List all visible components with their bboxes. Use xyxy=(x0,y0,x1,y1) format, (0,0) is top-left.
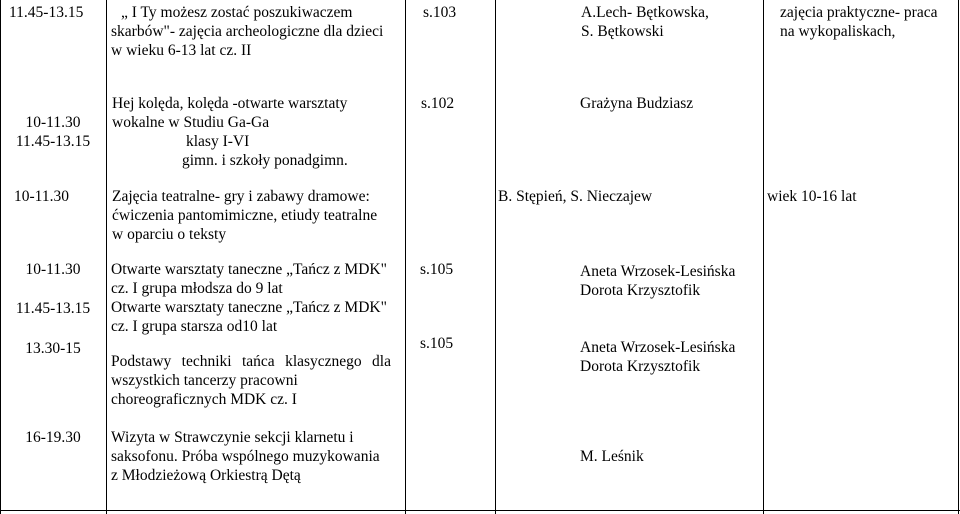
time-cell: 10-11.30 11.45-13.15 xyxy=(15,114,91,150)
time-cell: 11.45-13.15 xyxy=(9,4,84,21)
grid-line xyxy=(106,0,107,514)
grid-line xyxy=(763,0,764,514)
time-cell: 10-11.30 xyxy=(14,188,69,205)
room-cell: s.103 xyxy=(423,4,457,21)
grid-line xyxy=(958,0,959,514)
activity-cell: „ I Ty możesz zostać poszukiwaczem skarbów"- zajęcia archeologiczne dla dzieci w wieku 6-13 lat cz. II xyxy=(111,4,384,59)
notes-cell: zajęcia praktyczne- praca na wykopaliskach, xyxy=(780,4,938,40)
teacher-cell: Aneta Wrzosek-Lesińska Dorota Krzysztofik Aneta Wrzosek-Lesińska Dorota Krzysztofik xyxy=(580,263,736,375)
teacher-cell: B. Stępień, S. Nieczajew xyxy=(498,188,653,205)
teacher-cell: Grażyna Budziasz xyxy=(580,95,694,112)
activity-cell: Hej kolęda, kolęda -otwarte warsztaty wokalne w Studiu Ga-Ga klasy I-VI gimn. i szkoły ponadgimn. xyxy=(112,95,348,169)
time-cell: 10-11.30 11.45-13.15 13.30-15 xyxy=(15,261,91,357)
notes-cell: wiek 10-16 lat xyxy=(767,188,857,205)
teacher-cell: A.Lech- Bętkowska, S. Bętkowski xyxy=(581,4,709,40)
room-cell: s.102 xyxy=(421,95,455,112)
room-cell: s.105 s.105 xyxy=(420,261,454,352)
teacher-cell: M. Leśnik xyxy=(580,448,644,465)
time-cell: 16-19.30 xyxy=(25,429,81,446)
grid-line xyxy=(0,510,960,511)
activity-cell: Zajęcia teatralne- gry i zabawy dramowe: ćwiczenia pantomimiczne, etiudy teatralne w oparciu o teksty xyxy=(112,188,378,243)
grid-line xyxy=(495,0,496,514)
grid-line xyxy=(405,0,406,514)
activity-cell: Wizyta w Strawczynie sekcji klarnetu i saksofonu. Próba wspólnego muzykowania z Młodzieżową Orkiestrą Dętą xyxy=(111,429,380,484)
activity-cell: Otwarte warsztaty taneczne „Tańcz z MDK" cz. I grupa młodsza do 9 lat Otwarte warsztaty taneczne „Tańcz z MDK" cz. I grupa starsza od10 lat Podstawy techniki tańca klasycznego dla wszystkich tancerzy pracowni choreograficznych MDK cz. I xyxy=(111,261,391,408)
